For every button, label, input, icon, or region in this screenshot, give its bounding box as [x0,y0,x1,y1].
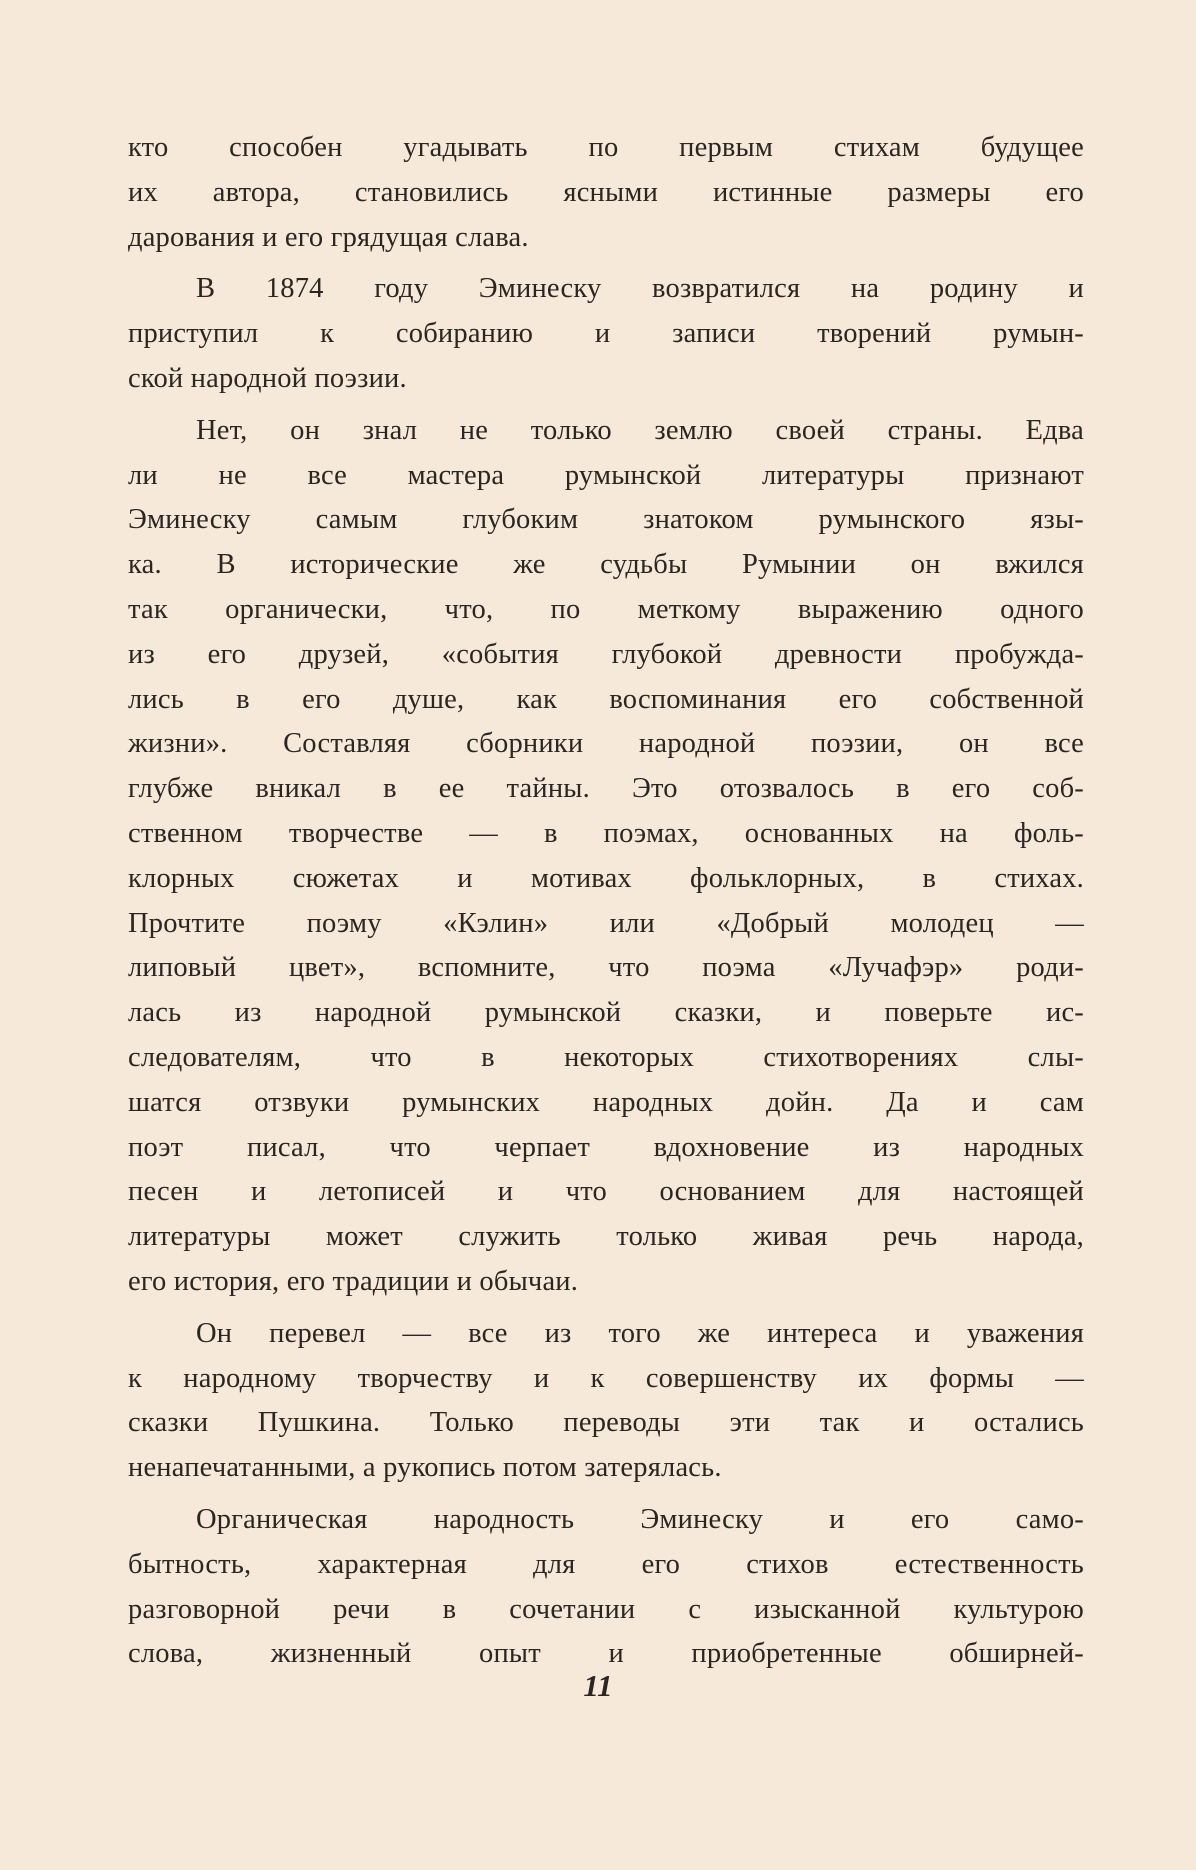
text-line: следователям, что в некоторых стихотворениях слы- [128,1041,1084,1073]
text-line: так органически, что, по меткому выражению одного [128,593,1084,625]
text-line: ли не все мастера румынской литературы признают [128,459,1084,491]
text-line: песен и летописей и что основанием для настоящей [128,1176,1084,1208]
text-line: его история, его традиции и обычаи. [128,1265,579,1297]
text-line: шатся отзвуки румынских народных дойн. Да и сам [128,1086,1084,1118]
text-line: жизни». Составляя сборники народной поэзии, он все [128,728,1084,760]
text-line: ка. В исторические же судьбы Румынии он вжился [128,549,1084,581]
page-number: 11 [583,1668,613,1703]
text-line: глубже вникал в ее тайны. Это отозвалось в его соб- [128,773,1084,805]
text-line: из его друзей, «события глубокой древности пробужда- [128,638,1084,670]
text-line: ской народной поэзии. [128,362,407,394]
text-line: Прочтите поэму «Кэлин» или «Добрый молодец — [128,907,1084,939]
text-line: бытность, характерная для его стихов естественность [128,1548,1084,1580]
text-line: к народному творчеству и к совершенству их формы — [128,1362,1084,1394]
text-line: Эминеску самым глубоким знатоком румынского язы- [128,504,1084,536]
text-line: их автора, становились ясными истинные размеры его [128,176,1084,208]
text-line: лась из народной румынской сказки, и поверьте ис- [128,997,1084,1029]
text-line: Он перевел — все из того же интереса и уважения [196,1317,1084,1349]
paragraph-4 [128,1312,1084,1491]
text-line: приступил к собиранию и записи творений румын- [128,318,1084,350]
text-line: сказки Пушкина. Только переводы эти так и остались [128,1407,1084,1439]
text-line: Нет, он знал не только землю своей страны. Едва [196,414,1084,446]
text-line: разговорной речи в сочетании с изысканной культурою [128,1593,1084,1625]
text-line: кто способен угадывать по первым стихам будущее [128,132,1084,163]
text-line: В 1874 году Эминеску возвратился на родину и [196,273,1084,305]
text-line: слова, жизненный опыт и приобретенные обширней- [128,1638,1084,1670]
paragraph-5 [128,1498,1084,1677]
text-line: клорных сюжетах и мотивах фольклорных, в стихах. [128,862,1084,894]
text-line: ственном творчестве — в поэмах, основанных на фоль- [128,817,1084,849]
text-line: ненапечатанными, а рукопись потом затерялась. [128,1452,722,1484]
paragraph-3 [128,409,1084,1305]
page-body-text [128,126,1084,1684]
text-line: липовый цвет», вспомните, что поэма «Лучафэр» роди- [128,952,1084,984]
paragraph-2 [128,267,1084,401]
text-line: Органическая народность Эминеску и его само- [196,1503,1084,1535]
paragraph-1 [128,126,1084,260]
text-line: лись в его душе, как воспоминания его собственной [128,683,1084,715]
text-line: поэт писал, что черпает вдохновение из народных [128,1131,1084,1163]
text-line: литературы может служить только живая речь народа, [128,1221,1084,1253]
text-line: дарования и его грядущая слава. [128,221,529,253]
